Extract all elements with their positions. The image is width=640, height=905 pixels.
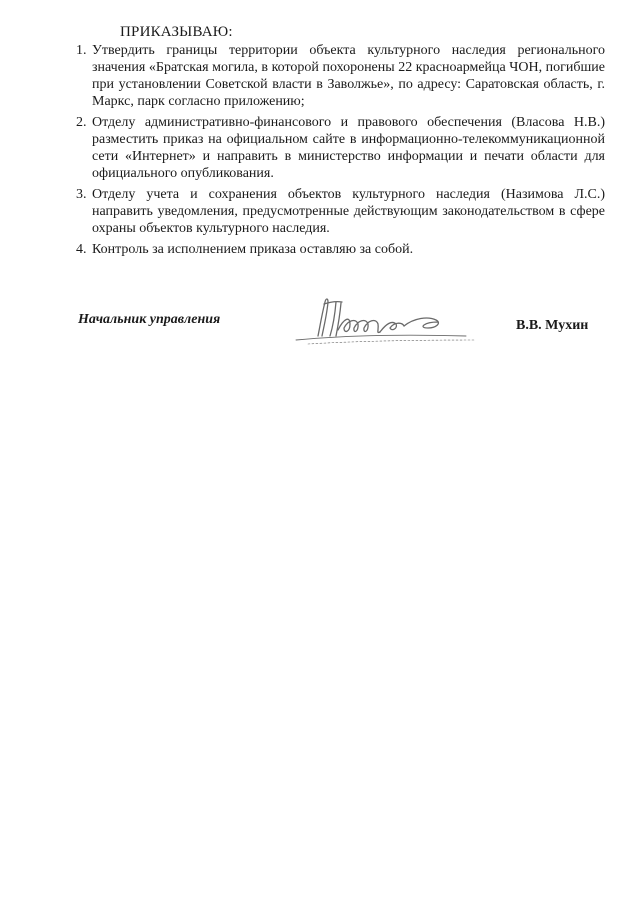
order-heading: ПРИКАЗЫВАЮ: bbox=[120, 24, 233, 40]
order-item-2 bbox=[70, 114, 605, 182]
order-item-number: 4. bbox=[76, 242, 87, 257]
signature-block bbox=[0, 290, 640, 350]
order-item-4 bbox=[70, 241, 605, 258]
order-item-text: Утвердить границы территории объекта культурного наследия регионального значения «Братская могила, в которой похоронены 22 красноармейца ЧОН, погибшие при установлении Советской власти в Заволжье», по адресу: Саратовская область, г. Маркс, парк согласно приложению; bbox=[92, 43, 605, 109]
order-item-text: Отделу учета и сохранения объектов культурного наследия (Назимова Л.С.) направить уведомления, предусмотренные действующим законодательством в сфере охраны объектов культурного наследия. bbox=[92, 187, 605, 236]
handwritten-signature-icon bbox=[278, 292, 488, 348]
order-list bbox=[70, 42, 605, 262]
order-item-3 bbox=[70, 186, 605, 237]
signer-name: В.В. Мухин bbox=[516, 318, 589, 333]
order-item-text: Отделу административно-финансового и правового обеспечения (Власова Н.В.) разместить приказ на официальном сайте в информационно-телекоммуникационной сети «Интернет» и направить в министерство информации и печати области для официального опубликования. bbox=[92, 115, 605, 181]
order-item-number: 3. bbox=[76, 187, 87, 202]
order-item-number: 2. bbox=[76, 115, 87, 130]
order-item-number: 1. bbox=[76, 43, 87, 58]
order-item-text: Контроль за исполнением приказа оставляю за собой. bbox=[92, 242, 414, 257]
order-item-1 bbox=[70, 42, 605, 110]
signer-position: Начальник управления bbox=[78, 312, 221, 327]
